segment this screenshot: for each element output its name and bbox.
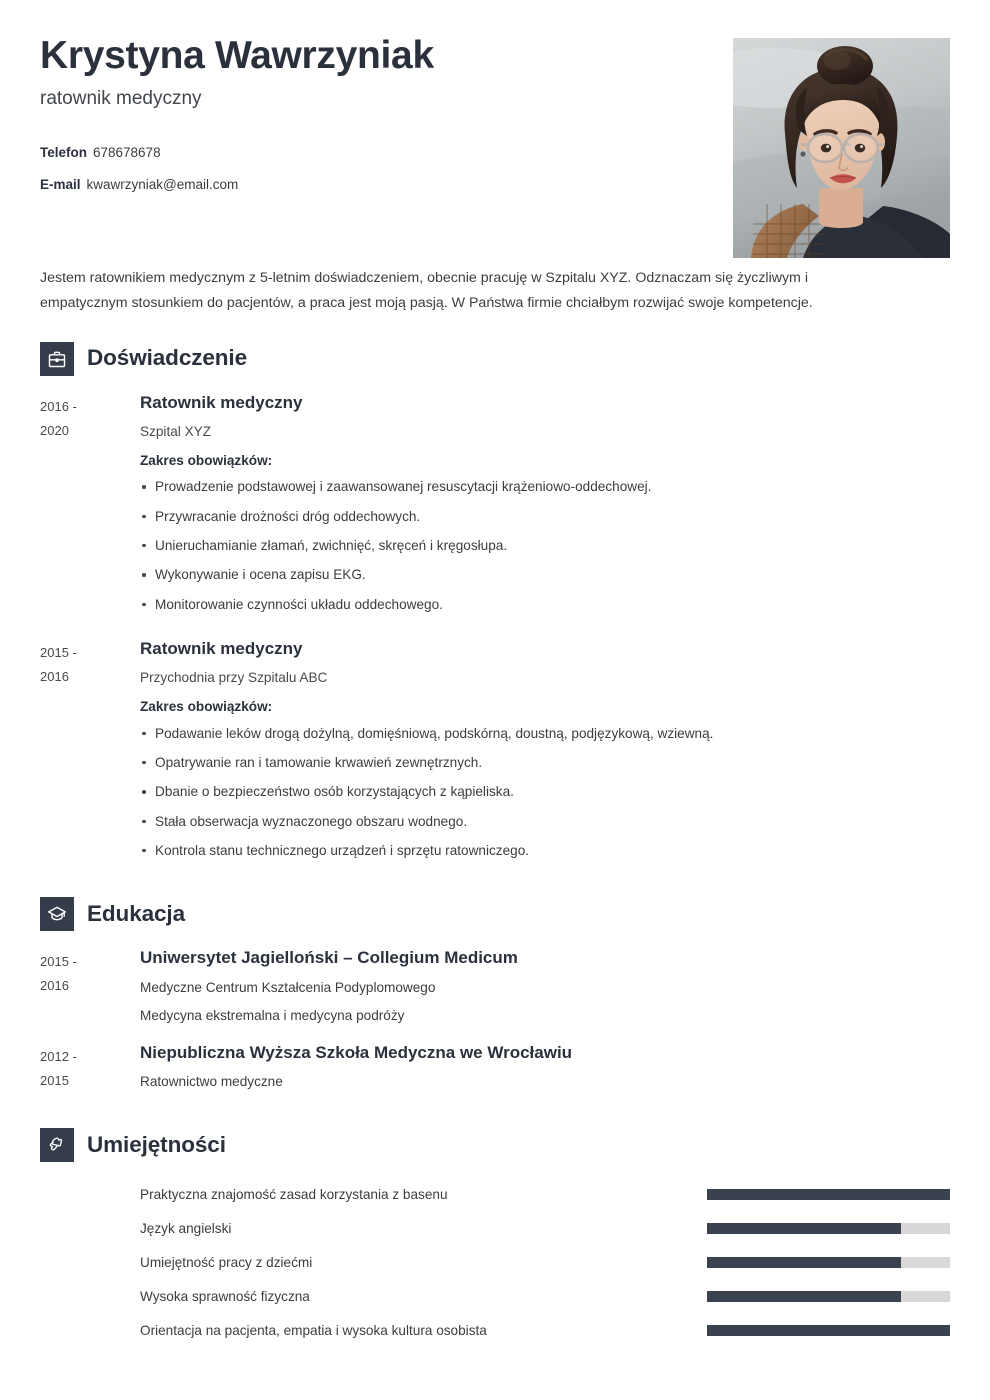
list-item: Prowadzenie podstawowej i zaawansowanej resuscytacji krążeniowo-oddechowej. (140, 478, 950, 496)
skill-rating-fill (707, 1325, 950, 1336)
education-school: Niepubliczna Wyższa Szkoła Medyczna we Wrocławiu (140, 1042, 573, 1062)
skill-rating-bar (707, 1325, 950, 1336)
experience-entry-body (140, 638, 950, 871)
list-item: Przywracanie drożności dróg oddechowych. (140, 508, 950, 526)
skill-rating-bar (707, 1223, 950, 1234)
experience-duties-list (140, 478, 950, 614)
candidate-job-title: ratownik medyczny (40, 87, 202, 109)
list-item: Monitorowanie czynności układu oddechowego. (140, 596, 950, 614)
date-to: 2016 (40, 669, 69, 685)
education-details (140, 1073, 950, 1091)
contact-phone-value: 678678678 (93, 145, 161, 161)
experience-organization: Przychodnia przy Szpitalu ABC (140, 670, 328, 686)
skill-row (40, 1178, 950, 1212)
list-item: Opatrywanie ran i tamowanie krwawień zewnętrznych. (140, 754, 950, 772)
date-from: 2016 - (40, 398, 77, 414)
section-skills-header (40, 1128, 950, 1162)
section-education-header (40, 897, 950, 931)
education-school: Uniwersytet Jagielloński – Collegium Medicum (140, 948, 518, 968)
skill-row (40, 1280, 950, 1314)
section-experience-title: Doświadczenie (87, 345, 248, 371)
skill-label: Praktyczna znajomość zasad korzystania z basenu (140, 1186, 448, 1202)
portrait-photo-icon (733, 38, 950, 258)
experience-entry-body (140, 392, 950, 625)
skill-label: Umiejętność pracy z dziećmi (140, 1254, 313, 1270)
skill-label: Język angielski (140, 1220, 232, 1236)
experience-duties-label: Zakres obowiązków: (140, 452, 273, 468)
list-item: Dbanie o bezpieczeństwo osób korzystających z kąpieliska. (140, 783, 950, 801)
graduation-cap-icon (40, 897, 74, 931)
contact-email-value[interactable]: kwawrzyniak@email.com (86, 177, 239, 193)
section-skills-title: Umiejętności (87, 1131, 226, 1157)
profile-summary (0, 266, 990, 316)
education-details (140, 979, 950, 1025)
date-from: 2015 - (40, 954, 77, 970)
skills-list (40, 1178, 950, 1348)
education-detail-line: Medycyna ekstremalna i medycyna podróży (140, 1008, 405, 1024)
education-entry (40, 947, 950, 1036)
skill-rating-bar (707, 1291, 950, 1302)
list-item: Stała obserwacja wyznaczonego obszaru wodnego. (140, 813, 950, 831)
profile-summary-text: Jestem ratownikiem medycznym z 5-letnim doświadczeniem, obecnie pracuję w Szpitalu XYZ. Odznaczam się życzliwym i empatycznym stosunkiem do pacjentów, a praca jest moją pasją. W Państwa firmie chciałbym rozwijać swoje kompetencje. (40, 270, 813, 311)
skill-label: Wysoka sprawność fizyczna (140, 1288, 310, 1304)
date-from: 2012 - (40, 1048, 77, 1064)
skill-rating-fill (707, 1223, 901, 1234)
puzzle-piece-icon (40, 1128, 74, 1162)
experience-duties-list (140, 725, 950, 861)
resume-header (0, 0, 990, 230)
list-item: Wykonywanie i ocena zapisu EKG. (140, 566, 950, 584)
candidate-name: Krystyna Wawrzyniak (40, 34, 434, 77)
experience-role: Ratownik medyczny (140, 639, 303, 658)
experience-entry (40, 392, 950, 625)
list-item: Unieruchamianie złamań, zwichnięć, skręceń i kręgosłupa. (140, 537, 950, 555)
date-from: 2015 - (40, 645, 77, 660)
education-entry-dates (40, 1042, 140, 1093)
skill-label: Orientacja na pacjenta, empatia i wysoka kultura osobista (140, 1322, 487, 1338)
skill-row (40, 1212, 950, 1246)
list-item: Podawanie leków drogą dożylną, domięśniową, podskórną, doustną, podjęzykową, wziewną. (140, 725, 950, 743)
skill-rating-fill (707, 1189, 950, 1200)
skill-row (40, 1246, 950, 1280)
education-detail-line: Ratownictwo medyczne (140, 1074, 283, 1090)
experience-organization: Szpital XYZ (140, 423, 212, 439)
contact-phone-label: Telefon (40, 145, 87, 161)
skill-rating-bar (707, 1189, 950, 1200)
experience-role: Ratownik medyczny (140, 392, 303, 412)
section-skills (0, 1128, 990, 1348)
experience-entry-dates (40, 392, 140, 443)
section-experience-header (40, 342, 950, 376)
skill-rating-fill (707, 1291, 901, 1302)
education-entry-body (140, 1042, 950, 1102)
contact-email-label: E-mail (40, 177, 81, 193)
briefcase-icon (40, 342, 74, 376)
section-education (0, 897, 990, 1102)
section-experience (0, 342, 990, 872)
skill-row (40, 1314, 950, 1348)
experience-duties-label: Zakres obowiązków: (140, 698, 273, 714)
avatar (733, 38, 950, 258)
date-to: 2016 (40, 978, 69, 994)
skill-rating-bar (707, 1257, 950, 1268)
education-detail-line: Medyczne Centrum Kształcenia Podyplomowego (140, 979, 436, 995)
education-entry-dates (40, 947, 140, 998)
date-to: 2020 (40, 422, 69, 438)
education-entry (40, 1042, 950, 1102)
experience-entry-dates (40, 638, 140, 689)
education-entry-body (140, 947, 950, 1036)
list-item: Kontrola stanu technicznego urządzeń i sprzętu ratowniczego. (140, 842, 950, 860)
section-education-title: Edukacja (87, 901, 186, 927)
experience-entry (40, 638, 950, 871)
date-to: 2015 (40, 1072, 69, 1088)
skill-rating-fill (707, 1257, 901, 1268)
